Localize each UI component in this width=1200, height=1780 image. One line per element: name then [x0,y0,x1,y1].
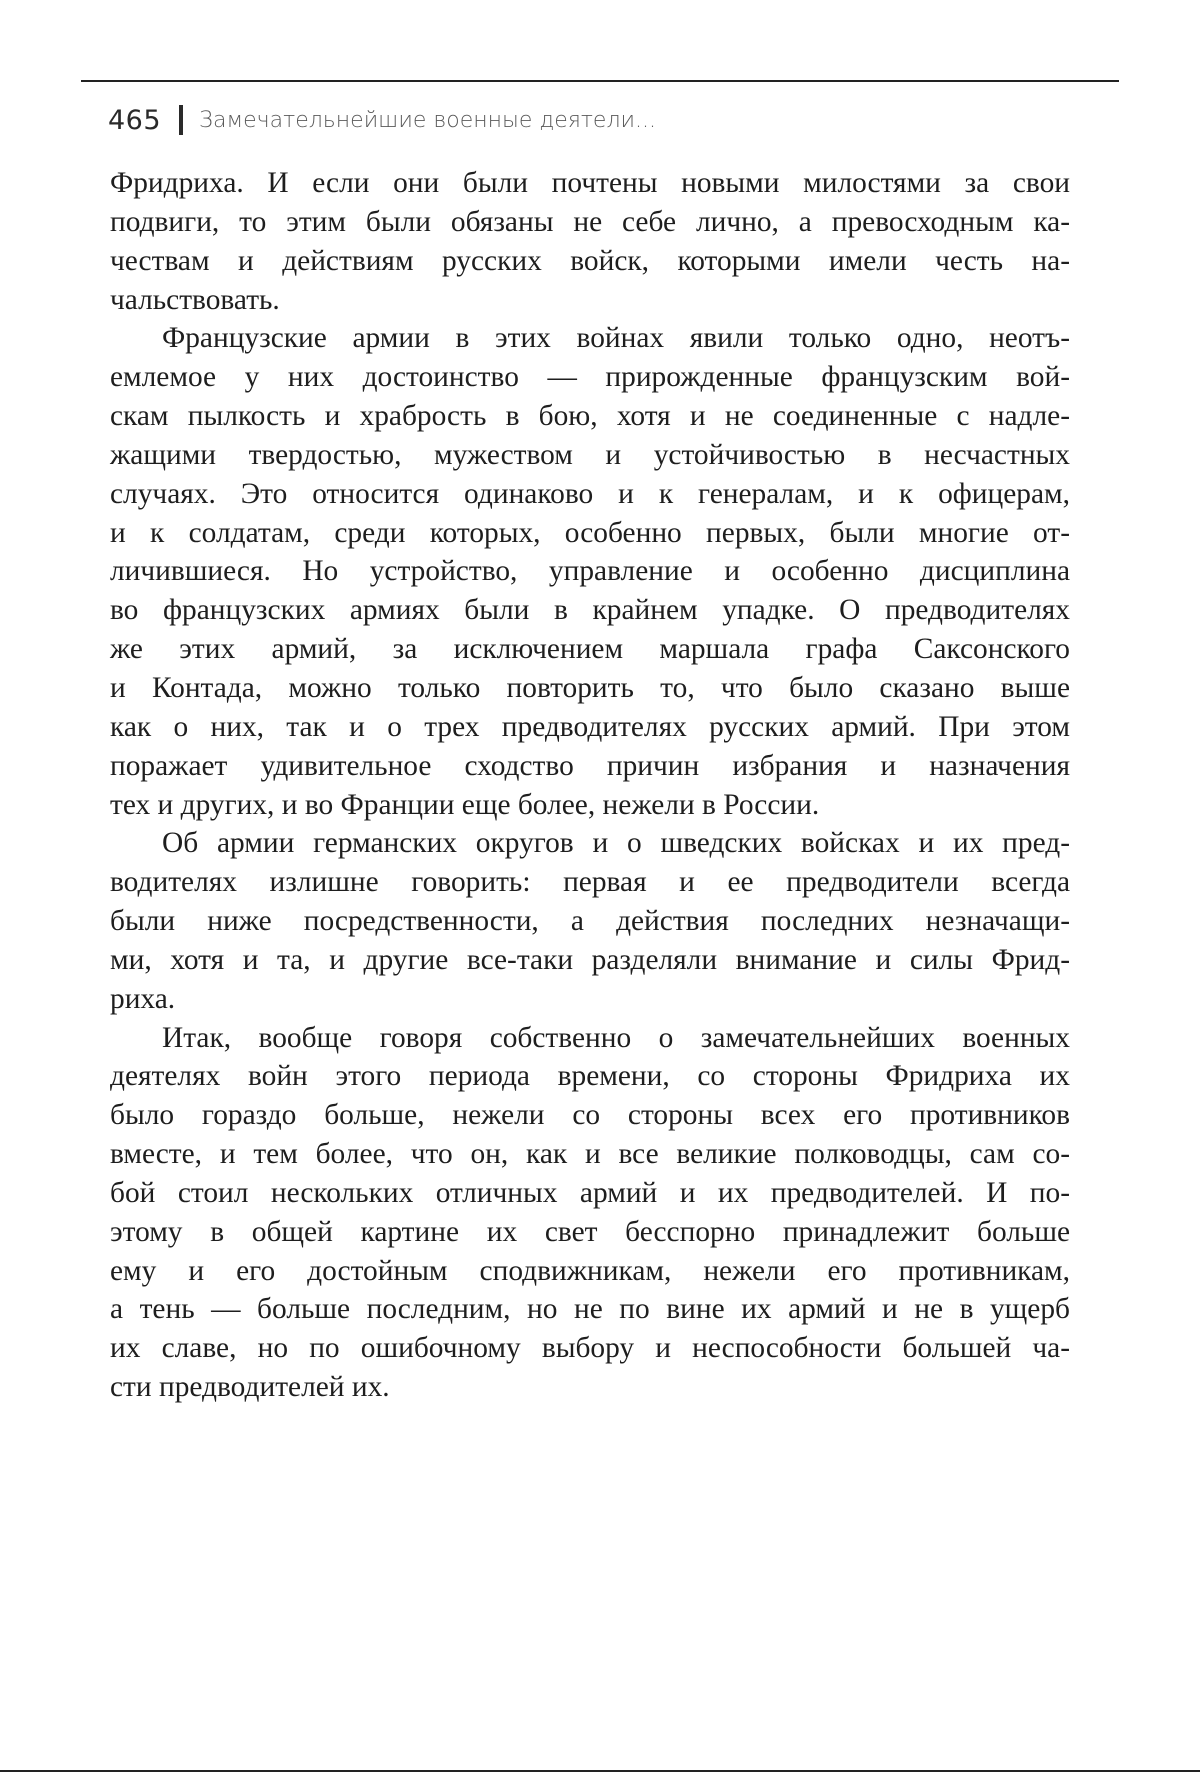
text-line: поражает удивительное сходство причин избрания и назначения [110,747,1070,786]
text-line: чальствовать. [110,281,1070,320]
header-rule [81,80,1119,82]
body-text [110,164,1070,1407]
text-line: во французских армиях были в крайнем упадке. О предводителях [110,591,1070,630]
text-line: были ниже посредственности, а действия последних незначащи- [110,902,1070,941]
text-line: вместе, и тем более, что он, как и все великие полководцы, сам со- [110,1135,1070,1174]
paragraph [110,164,1070,319]
text-line: ми, хотя и та, и другие все-таки разделяли внимание и силы Фрид- [110,941,1070,980]
text-line: Французские армии в этих войнах явили только одно, неотъ- [110,319,1070,358]
text-line: емлемое у них достоинство — прирожденные французским вой- [110,358,1070,397]
text-line: этому в общей картине их свет бесспорно принадлежит больше [110,1213,1070,1252]
text-line: скам пылкость и храбрость в бою, хотя и не соединенные с надле- [110,397,1070,436]
text-line: жащими твердостью, мужеством и устойчивостью в несчастных [110,436,1070,475]
text-line: риха. [110,980,1070,1019]
text-line: Фридриха. И если они были почтены новыми милостями за свои [110,164,1070,203]
text-line: было гораздо больше, нежели со стороны всех его противников [110,1096,1070,1135]
text-line: подвиги, то этим были обязаны не себе лично, а превосходным ка- [110,203,1070,242]
text-line: тех и других, и во Франции еще более, нежели в России. [110,786,1070,825]
running-head [108,98,656,142]
text-line: сти предводителей их. [110,1368,1070,1407]
paragraph [110,1019,1070,1407]
text-line: как о них, так и о трех предводителях русских армий. При этом [110,708,1070,747]
text-line: их славе, но по ошибочному выбору и неспособности большей ча- [110,1329,1070,1368]
header-separator [179,105,183,135]
text-line: личившиеся. Но устройство, управление и особенно дисциплина [110,552,1070,591]
running-title: Замечательнейшие военные деятели... [199,108,656,133]
text-line: случаях. Это относится одинаково и к генералам, и к офицерам, [110,475,1070,514]
text-line: а тень — больше последним, но не по вине их армий и не в ущерб [110,1290,1070,1329]
text-line: Об армии германских округов и о шведских войсках и их пред- [110,824,1070,863]
paragraph [110,319,1070,824]
footer-rule [0,1770,1200,1772]
text-line: чествам и действиям русских войск, которыми имели честь на- [110,242,1070,281]
paragraph [110,824,1070,1018]
text-line: деятелях войн этого периода времени, со стороны Фридриха их [110,1057,1070,1096]
page-number: 465 [108,105,161,136]
text-line: и к солдатам, среди которых, особенно первых, были многие от- [110,514,1070,553]
text-line: водителях излишне говорить: первая и ее предводители всегда [110,863,1070,902]
text-line: же этих армий, за исключением маршала графа Саксонского [110,630,1070,669]
text-line: ему и его достойным сподвижникам, нежели его противникам, [110,1252,1070,1291]
text-line: Итак, вообще говоря собственно о замечательнейших военных [110,1019,1070,1058]
text-line: бой стоил нескольких отличных армий и их предводителей. И по- [110,1174,1070,1213]
text-line: и Контада, можно только повторить то, что было сказано выше [110,669,1070,708]
